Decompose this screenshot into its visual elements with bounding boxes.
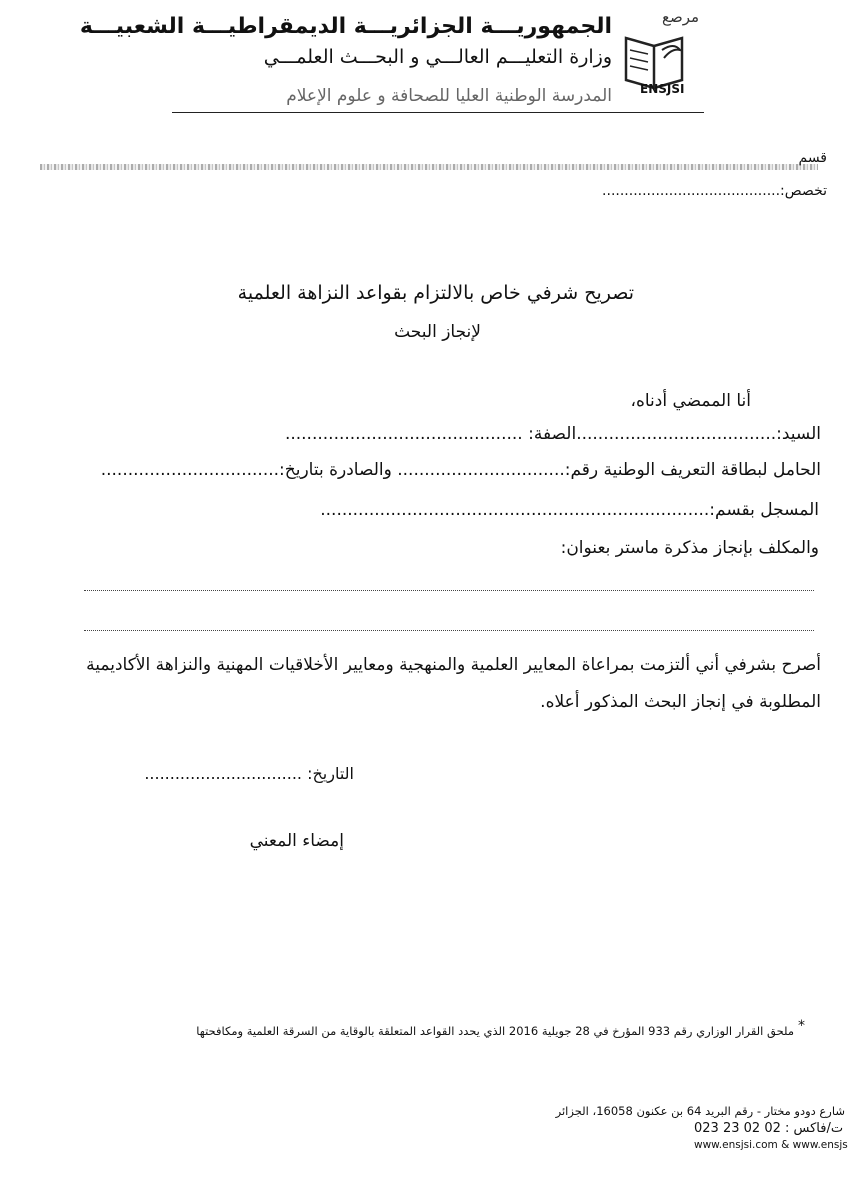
department-label: قسم	[798, 150, 827, 166]
footnote: ملحق القرار الوزاري رقم 933 المؤرخ في 28 جويلية 2016 الذي يحدد القواعد المتعلقة بالوقاية من السرقة العلمية ومكافحتها	[196, 1024, 794, 1038]
thesis-title-label: والمكلف بإنجاز مذكرة ماستر بعنوان:	[560, 538, 819, 558]
footer-website: www.ensjsi.com & www.ensjs	[694, 1139, 848, 1151]
registered-department-field: المسجل بقسم:........................................................................	[320, 500, 819, 520]
thesis-title-line-2	[84, 630, 814, 631]
declaration-line-1: أصرح بشرفي أني ألتزمت بمراعاة المعايير العلمية والمنهجية ومعايير الأخلاقيات المهنية والنزاهة الأكاديمية	[86, 655, 821, 675]
handwritten-mark: مرصع	[661, 8, 699, 26]
name-and-role-field: السيد:.....................................الصفة: ............................................	[284, 424, 821, 444]
declaration-line-2: المطلوبة في إنجاز البحث المذكور أعلاه.	[540, 692, 821, 712]
footer-phone: ت/فاكس : 02 02 23 023	[694, 1121, 844, 1136]
specialty-field: تخصص:........................................	[602, 183, 827, 199]
document-subtitle: لإنجاز البحث	[394, 322, 481, 342]
school-heading: المدرسة الوطنية العليا للصحافة و علوم الإعلام	[286, 86, 612, 106]
undersigned-text: أنا الممضي أدناه،	[630, 391, 751, 411]
signature-label: إمضاء المعني	[249, 831, 344, 851]
thesis-title-line-1	[84, 590, 814, 591]
footer-address: شارع دودو مختار - رقم البريد 64 بن عكنون 16058، الجزائر	[555, 1104, 845, 1118]
footnote-mark: *	[798, 1018, 805, 1034]
date-field: التاريخ: ...............................	[144, 764, 354, 783]
ministry-heading: وزارة التعليـــم العالـــي و البحـــث العلمـــي	[263, 46, 612, 68]
school-logo-text: ENSJSI	[640, 82, 685, 96]
national-id-field: الحامل لبطاقة التعريف الوطنية رقم:............................... والصادرة بتاريخ:.................................	[100, 460, 821, 480]
letterhead-divider	[172, 112, 704, 113]
republic-heading: الجمهوريـــة الجزائريـــة الديمقراطيـــة الشعبيـــة	[79, 14, 612, 39]
document-title: تصريح شرفي خاص بالالتزام بقواعد النزاهة العلمية	[237, 282, 634, 304]
scan-noise-line	[40, 164, 818, 170]
